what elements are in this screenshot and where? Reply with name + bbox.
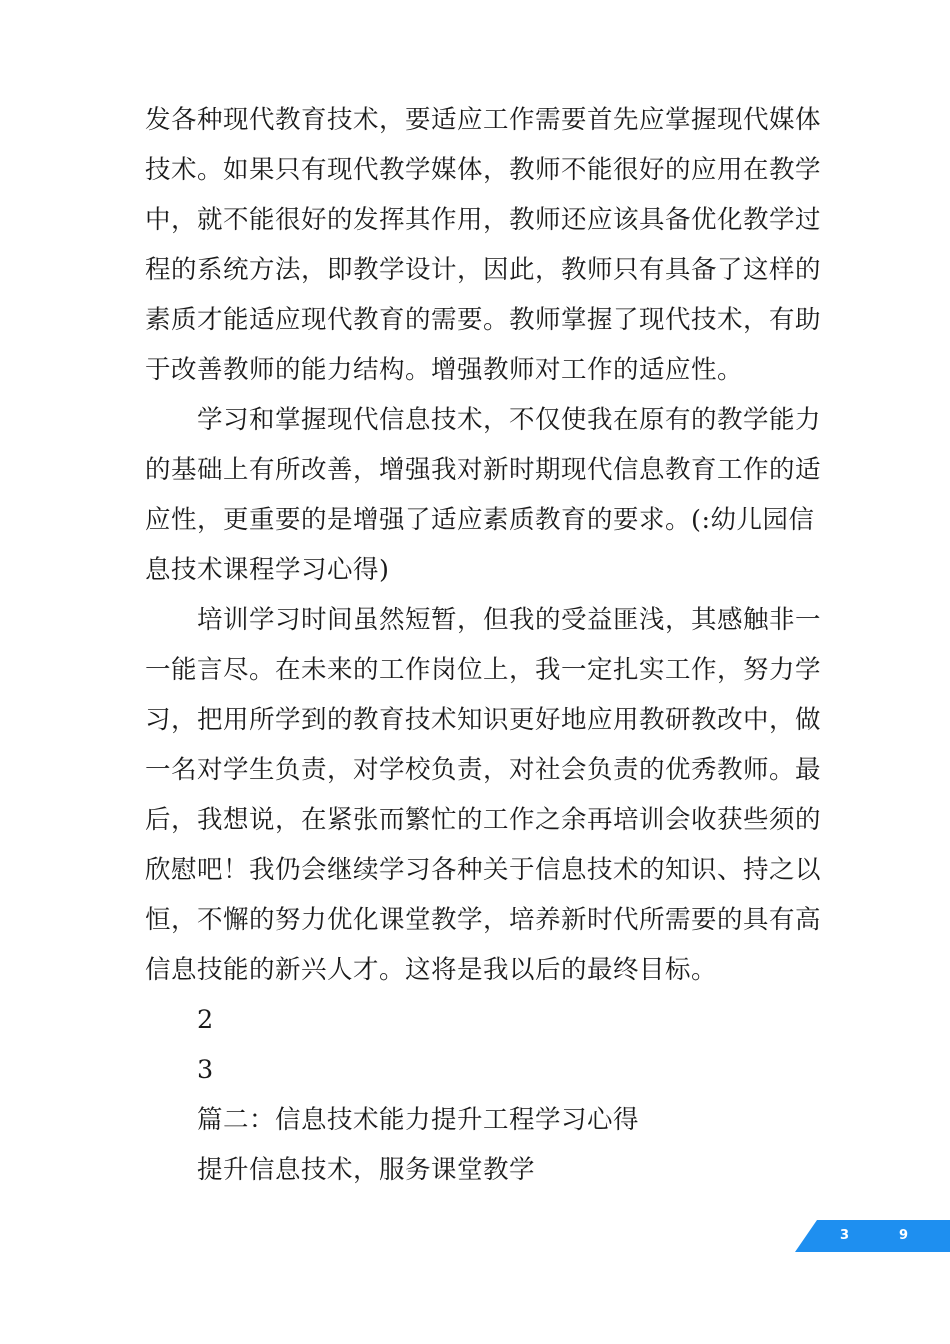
number-line: 2 bbox=[197, 1005, 214, 1035]
section-heading: 篇二：信息技术能力提升工程学习心得 bbox=[197, 1105, 640, 1135]
badge-background bbox=[795, 1220, 950, 1252]
text-line: 于改善教师的能力结构。增强教师对工作的适应性。 bbox=[145, 355, 744, 385]
paragraph-start-line: 学习和掌握现代信息技术，不仅使我在原有的教学能力 bbox=[197, 405, 822, 435]
text-line: 恒，不懈的努力优化课堂教学，培养新时代所需要的具有高 bbox=[145, 905, 822, 935]
text-line: 发各种现代教育技术，要适应工作需要首先应掌握现代媒体 bbox=[145, 105, 822, 135]
text-line: 习，把用所学到的教育技术知识更好地应用教研教改中，做 bbox=[145, 705, 822, 735]
total-page-number: 9 bbox=[899, 1228, 909, 1243]
section-subtitle: 提升信息技术，服务课堂教学 bbox=[197, 1155, 536, 1185]
text-line: 中，就不能很好的发挥其作用，教师还应该具备优化教学过 bbox=[145, 205, 822, 235]
text-line: 一名对学生负责，对学校负责，对社会负责的优秀教师。最 bbox=[145, 755, 822, 785]
text-line: 应性，更重要的是增强了适应素质教育的要求。(:幼儿园信 bbox=[145, 505, 815, 535]
text-line: 程的系统方法，即教学设计，因此，教师只有具备了这样的 bbox=[145, 255, 822, 285]
text-line: 素质才能适应现代教育的需要。教师掌握了现代技术，有助 bbox=[145, 305, 822, 335]
body-text bbox=[145, 95, 822, 1195]
current-page-number: 3 bbox=[840, 1228, 850, 1243]
text-line: 后，我想说，在紧张而繁忙的工作之余再培训会收获些须的 bbox=[145, 805, 822, 835]
text-line: 息技术课程学习心得) bbox=[145, 555, 390, 585]
text-line: 的基础上有所改善，增强我对新时期现代信息教育工作的适 bbox=[145, 455, 822, 485]
page-number-badge bbox=[795, 1220, 950, 1252]
number-line: 3 bbox=[197, 1055, 214, 1085]
text-line: 技术。如果只有现代教学媒体，教师不能很好的应用在教学 bbox=[145, 155, 822, 185]
text-line: 一能言尽。在未来的工作岗位上，我一定扎实工作，努力学 bbox=[145, 655, 822, 685]
text-line: 欣慰吧！我仍会继续学习各种关于信息技术的知识、持之以 bbox=[145, 855, 822, 885]
text-line: 信息技能的新兴人才。这将是我以后的最终目标。 bbox=[145, 955, 718, 985]
paragraph-start-line: 培训学习时间虽然短暂，但我的受益匪浅，其感触非一 bbox=[197, 605, 822, 635]
